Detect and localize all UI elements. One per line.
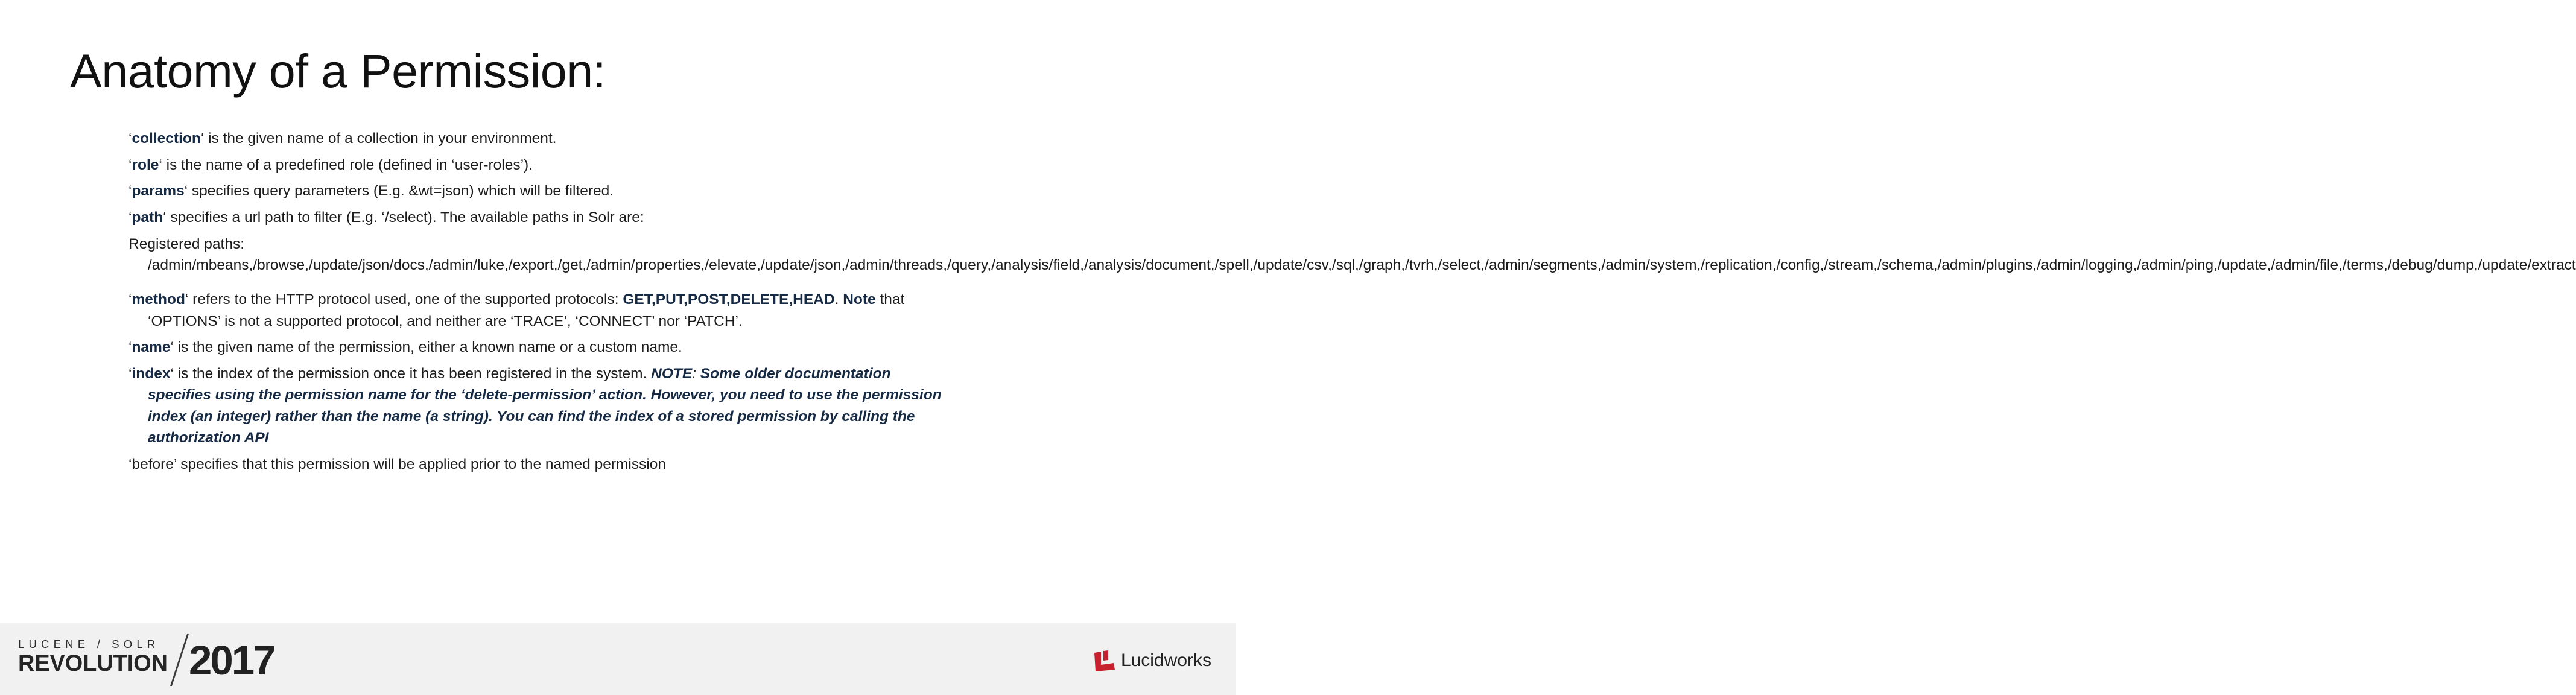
footer-bar — [0, 623, 1236, 695]
conference-logo-year: 2017 — [189, 637, 274, 684]
conference-logo-slash-icon — [170, 634, 189, 686]
item-registered-paths — [128, 233, 2576, 276]
item-before-text: ‘before’ specifies that this permission will be applied prior to the named permission — [128, 455, 667, 472]
lucidworks-logo-text: Lucidworks — [1120, 650, 1211, 670]
item-index-note-label: NOTE — [651, 366, 693, 382]
conference-logo-small-text: LUCENE / SOLR — [18, 638, 160, 650]
item-collection-key: collection — [132, 130, 201, 147]
item-name-key: name — [132, 339, 171, 356]
registered-paths-text: Registered paths: /admin/mbeans,/browse,/update/json/docs,/admin/luke,/export,/get,/admin/properties,/elevate,/update/json,/admin/threads,/query,/analysis/field,/analysis/document,/spell,/update/csv,/sql,/graph,/tvrh,/select,/admin/segments,/admin/system,/replication,/config,/stream,/schema,/admin/plugins,/admin/logging,/admin/ping,/update,/admin/file,/terms,/debug/dump,/update/extract — [128, 235, 2576, 274]
item-name — [128, 337, 949, 358]
item-params-text: ‘ specifies query parameters (E.g. &wt=json) which will be filtered. — [184, 183, 614, 200]
item-params — [128, 180, 949, 202]
item-index-text: ‘ is the index of the permission once it has been registered in the system. — [170, 366, 652, 382]
item-method-open-quote: ‘ — [128, 291, 132, 308]
slide-body — [128, 128, 2576, 480]
item-method-note-text: that ‘OPTIONS’ is not a supported protocol, and neither are ‘TRACE’, ‘CONNECT’ nor ‘PATCH’. — [148, 291, 905, 329]
item-role — [128, 154, 949, 176]
item-params-open-quote: ‘ — [128, 183, 132, 200]
item-index-note-colon: : — [692, 366, 696, 382]
item-collection-open-quote: ‘ — [128, 130, 132, 147]
item-method-note-label: Note — [843, 291, 876, 308]
item-collection — [128, 128, 949, 149]
item-name-text: ‘ is the given name of the permission, either a known name or a custom name. — [170, 339, 682, 356]
item-index-open-quote: ‘ — [128, 366, 132, 382]
item-index — [128, 363, 949, 448]
item-role-key: role — [132, 156, 159, 173]
item-method-protocols: GET,PUT,POST,DELETE,HEAD — [623, 291, 835, 308]
item-method-mid: . — [834, 291, 843, 308]
lucidworks-logo-icon — [1093, 649, 1116, 672]
item-params-key: params — [132, 183, 185, 200]
item-index-key: index — [132, 366, 171, 382]
item-role-text: ‘ is the name of a predefined role (defined in ‘user-roles’). — [159, 156, 533, 173]
conference-logo-big-text: REVOLUTION — [18, 650, 168, 676]
item-method-text: ‘ refers to the HTTP protocol used, one of the supported protocols: — [185, 291, 623, 308]
item-path-text: ‘ specifies a url path to filter (E.g. ‘/select). The available paths in Solr are: — [163, 209, 644, 226]
item-name-open-quote: ‘ — [128, 339, 132, 356]
slide-title: Anatomy of a Permission: — [70, 44, 606, 98]
item-before — [128, 454, 949, 475]
lucidworks-logo — [1093, 649, 1211, 673]
item-method-key: method — [132, 291, 185, 308]
item-path-key: path — [132, 209, 163, 226]
item-role-open-quote: ‘ — [128, 156, 132, 173]
item-collection-text: ‘ is the given name of a collection in your environment. — [200, 130, 557, 147]
item-index-note-text: Some older documentation specifies using the permission name for the ‘delete-permission’ action. However, you need to use the permission index (an integer) rather than the name (a string). You can find the index of a stored permission by calling the authorization API — [148, 366, 942, 446]
item-path-open-quote: ‘ — [128, 209, 132, 226]
item-method — [128, 289, 949, 332]
item-path — [128, 207, 949, 228]
conference-logo — [18, 632, 296, 686]
